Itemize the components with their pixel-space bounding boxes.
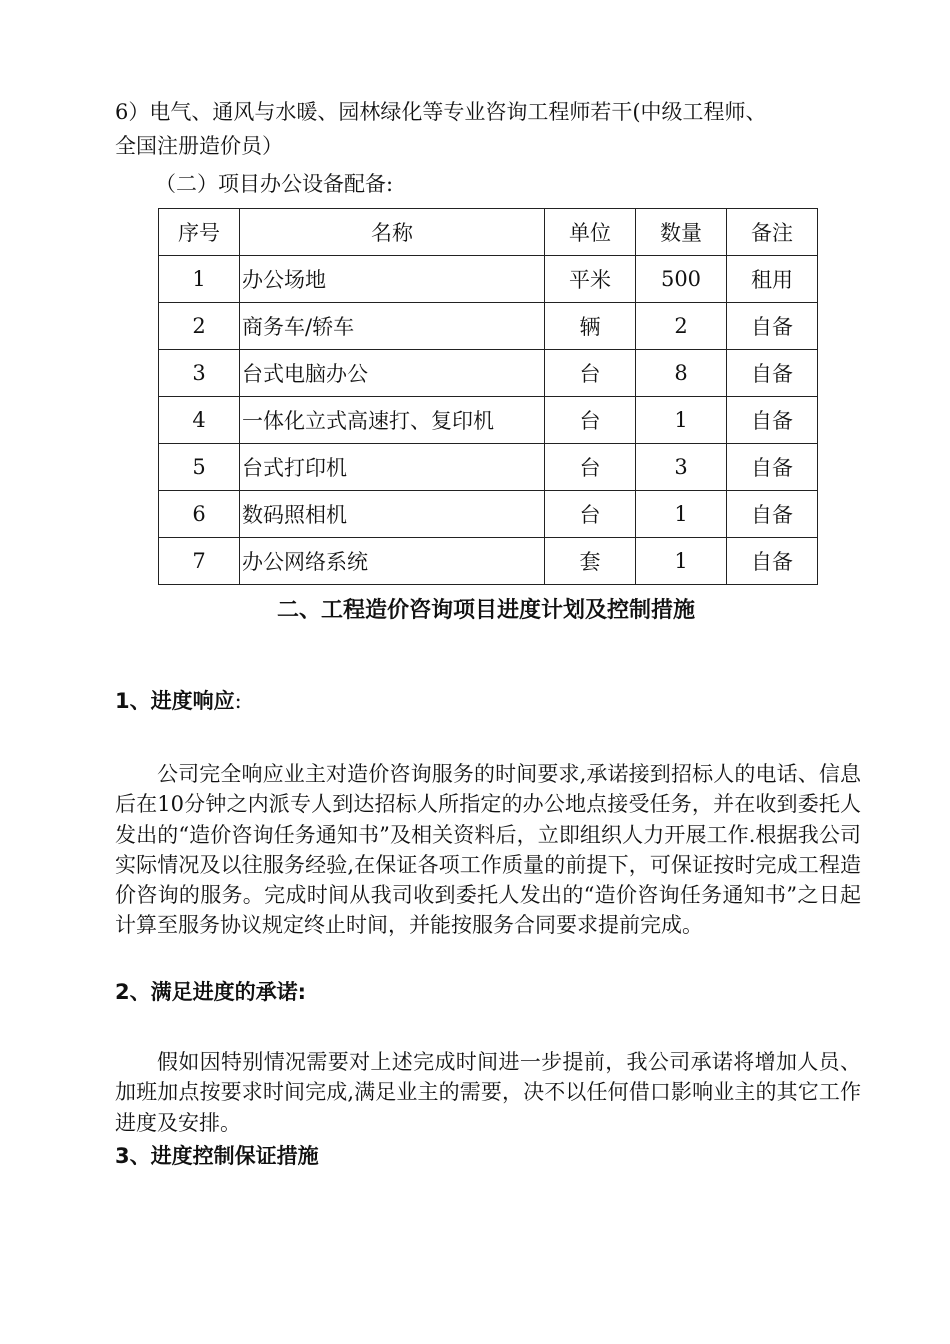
equipment-table: [158, 208, 818, 585]
cell-qty: 8: [636, 350, 727, 397]
subsection-3-title: 3、进度控制保证措施: [115, 1144, 319, 1168]
cell-qty: 1: [636, 538, 727, 585]
cell-name: 数码照相机: [240, 491, 545, 538]
table-row: [159, 397, 818, 444]
subsection-1-label: 1、进度响应: [115, 689, 235, 713]
cell-no: 4: [159, 397, 240, 444]
cell-name: 办公场地: [240, 256, 545, 303]
paragraph: 公司完全响应业主对造价咨询服务的时间要求,承诺接到招标人的电话、信息后在10分钟之内派专人到达招标人所指定的办公地点接受任务，并在收到委托人发出的“造价咨询任务通知书”及相关资料后，立即组织人力开展工作.根据我公司实际情况及以往服务经验,在保证各项工作质量的前提下，可保证按时完成工程造价咨询的服务。完成时间从我司收到委托人发出的“造价咨询任务通知书”之日起计算至服务协议规定终止时间，并能按服务合同要求提前完成。: [115, 762, 861, 938]
subsection-1-title: [115, 686, 242, 716]
item6-line2: 全国注册造价员）: [115, 134, 283, 158]
subsection-1-body: [115, 759, 861, 941]
table-row: [159, 444, 818, 491]
cell-unit: 平米: [545, 256, 636, 303]
table-row: [159, 256, 818, 303]
cell-no: 5: [159, 444, 240, 491]
subsection-2-body: [115, 1047, 861, 1138]
cell-name: 办公网络系统: [240, 538, 545, 585]
header-cell-qty: 数量: [636, 209, 727, 256]
cell-qty: 500: [636, 256, 727, 303]
cell-unit: 台: [545, 444, 636, 491]
cell-qty: 1: [636, 491, 727, 538]
item6-line1: 6）电气、通风与水暖、园林绿化等专业咨询工程师若干(中级工程师、: [115, 100, 767, 124]
cell-no: 7: [159, 538, 240, 585]
cell-note: 自备: [727, 491, 818, 538]
table-row: [159, 350, 818, 397]
section-title: 二、工程造价咨询项目进度计划及控制措施: [276, 598, 695, 623]
cell-name: 一体化立式高速打、复印机: [240, 397, 545, 444]
cell-name: 台式电脑办公: [240, 350, 545, 397]
cell-no: 6: [159, 491, 240, 538]
cell-unit: 套: [545, 538, 636, 585]
cell-note: 自备: [727, 303, 818, 350]
cell-unit: 台: [545, 350, 636, 397]
table-row: [159, 538, 818, 585]
subsection-2-title: 2、满足进度的承诺:: [115, 980, 307, 1004]
cell-no: 3: [159, 350, 240, 397]
table-row: [159, 303, 818, 350]
cell-unit: 辆: [545, 303, 636, 350]
cell-qty: 2: [636, 303, 727, 350]
cell-name: 商务车/轿车: [240, 303, 545, 350]
equipment-heading: （二）项目办公设备配备:: [155, 172, 394, 196]
cell-note: 自备: [727, 444, 818, 491]
header-cell-unit: 单位: [545, 209, 636, 256]
cell-note: 自备: [727, 397, 818, 444]
cell-unit: 台: [545, 491, 636, 538]
cell-no: 1: [159, 256, 240, 303]
table-header-row: [159, 209, 818, 256]
header-cell-no: 序号: [159, 209, 240, 256]
cell-name: 台式打印机: [240, 444, 545, 491]
subsection-1-colon: :: [234, 689, 242, 713]
cell-note: 自备: [727, 350, 818, 397]
cell-note: 租用: [727, 256, 818, 303]
header-cell-note: 备注: [727, 209, 818, 256]
paragraph: 假如因特别情况需要对上述完成时间进一步提前，我公司承诺将增加人员、加班加点按要求时间完成,满足业主的需要，决不以任何借口影响业主的其它工作进度及安排。: [115, 1050, 861, 1135]
cell-unit: 台: [545, 397, 636, 444]
header-cell-name: 名称: [240, 209, 545, 256]
cell-no: 2: [159, 303, 240, 350]
cell-note: 自备: [727, 538, 818, 585]
cell-qty: 3: [636, 444, 727, 491]
cell-qty: 1: [636, 397, 727, 444]
table-row: [159, 491, 818, 538]
